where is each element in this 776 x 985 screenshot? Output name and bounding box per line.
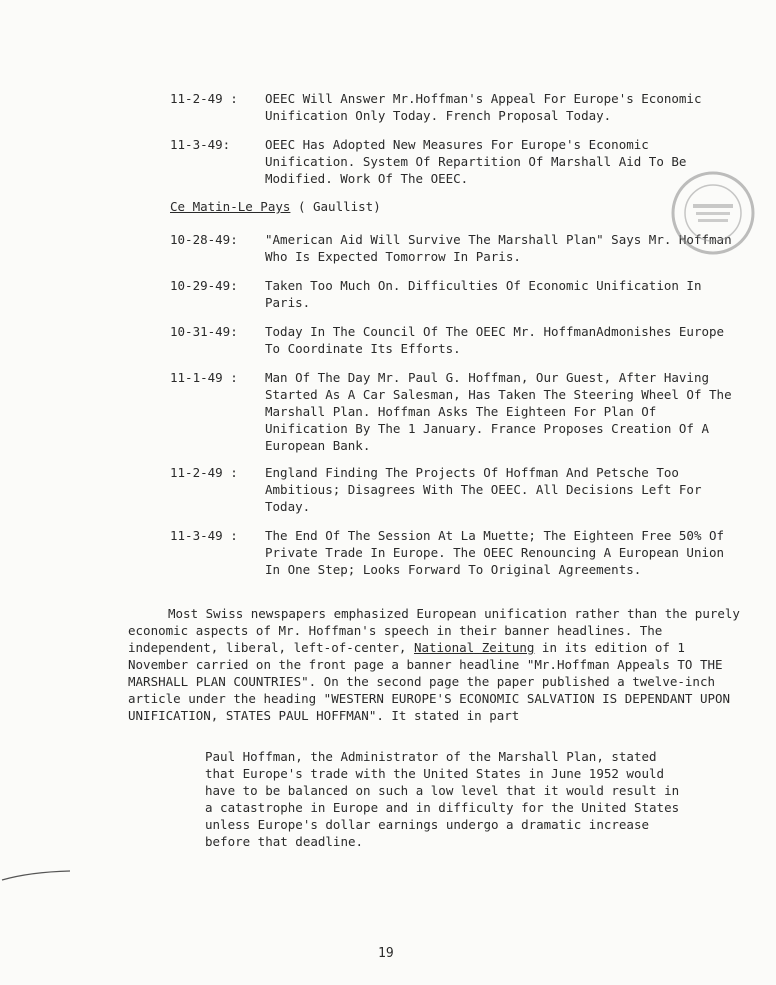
headline-entry [170, 464, 735, 515]
page-number: 19 [378, 946, 394, 961]
entry-date: 11-3-49: [170, 137, 231, 152]
newspaper-title: National Zeitung [413, 640, 535, 655]
entry-text: Man Of The Day Mr. Paul G. Hoffman, Our Guest, After Having Started As A Car Salesman, Has Taken The Steering Wheel Of The Marshall Plan. Hoffman Asks The Eighteen For Plan Of Unification By The 1 January. France Proposes Creation Of A European Bank. [265, 370, 732, 453]
margin-mark-icon [0, 868, 72, 882]
entry-date: 11-2-49 : [170, 91, 238, 106]
entry-date: 11-3-49 : [170, 528, 238, 543]
entry-date: 10-28-49: [170, 232, 238, 247]
entry-date: 11-1-49 : [170, 370, 238, 385]
entry-date: 11-2-49 : [170, 465, 238, 480]
headline-entry [170, 231, 735, 265]
headline-entry [170, 90, 735, 124]
headline-entry [170, 527, 735, 578]
headline-entry [170, 277, 735, 311]
newspaper-affiliation: ( Gaullist) [297, 199, 381, 214]
body-paragraph [128, 605, 748, 724]
archive-stamp-icon [668, 168, 758, 258]
paragraph-text-2: in its edition of 1 November carried on the front page a banner headline "Mr.Hoffman Appeals TO THE MARSHALL PLAN COUNTRIES". On the second page the paper published a twelve-inch article under the heading "WESTERN EUROPE'S ECONOMIC SALVATION IS DEPENDANT UPON UNIFICATION, STATES PAUL HOFFMAN". It stated in part [128, 640, 731, 723]
headline-entry [170, 323, 735, 357]
block-quote: Paul Hoffman, the Administrator of the Marshall Plan, stated that Europe's trade with the United States in June 1952 would have to be balanced on such a low level that it would result in a catastrophe in Europe and in difficulty for the United States unless Europe's dollar earnings undergo a dramatic increase before that deadline. [205, 749, 680, 849]
entry-date: 10-29-49: [170, 278, 238, 293]
headline-entry [170, 369, 735, 454]
newspaper-heading [170, 198, 381, 215]
entry-text: Today In The Council Of The OEEC Mr. HoffmanAdmonishes Europe To Coordinate Its Efforts. [265, 324, 725, 356]
entry-text: Taken Too Much On. Difficulties Of Economic Unification In Paris. [265, 278, 702, 310]
paragraph-text-1: Most Swiss newspapers emphasized European unification rather than the purely economic aspects of Mr. Hoffman's speech in their banner headlines. The independent, liberal, left-of-center, [128, 606, 740, 655]
entry-date: 10-31-49: [170, 324, 238, 339]
entry-text: The End Of The Session At La Muette; The Eighteen Free 50% Of Private Trade In Europe. The OEEC Renouncing A European Union In One Step; Looks Forward To Original Agreements. [265, 528, 725, 577]
entry-text: "American Aid Will Survive The Marshall Plan" Says Mr. Hoffman Who Is Expected Tomorrow In Paris. [265, 232, 732, 264]
entry-text: OEEC Will Answer Mr.Hoffman's Appeal For Europe's Economic Unification Only Today. French Proposal Today. [265, 91, 702, 123]
newspaper-name: Ce Matin-Le Pays [170, 199, 291, 214]
entry-text: OEEC Has Adopted New Measures For Europe's Economic Unification. System Of Repartition Of Marshall Aid To Be Modified. Work Of The OEEC. [265, 137, 687, 186]
entry-text: England Finding The Projects Of Hoffman And Petsche Too Ambitious; Disagrees With The OEEC. All Decisions Left For Today. [265, 465, 702, 514]
headline-entry [170, 136, 735, 187]
